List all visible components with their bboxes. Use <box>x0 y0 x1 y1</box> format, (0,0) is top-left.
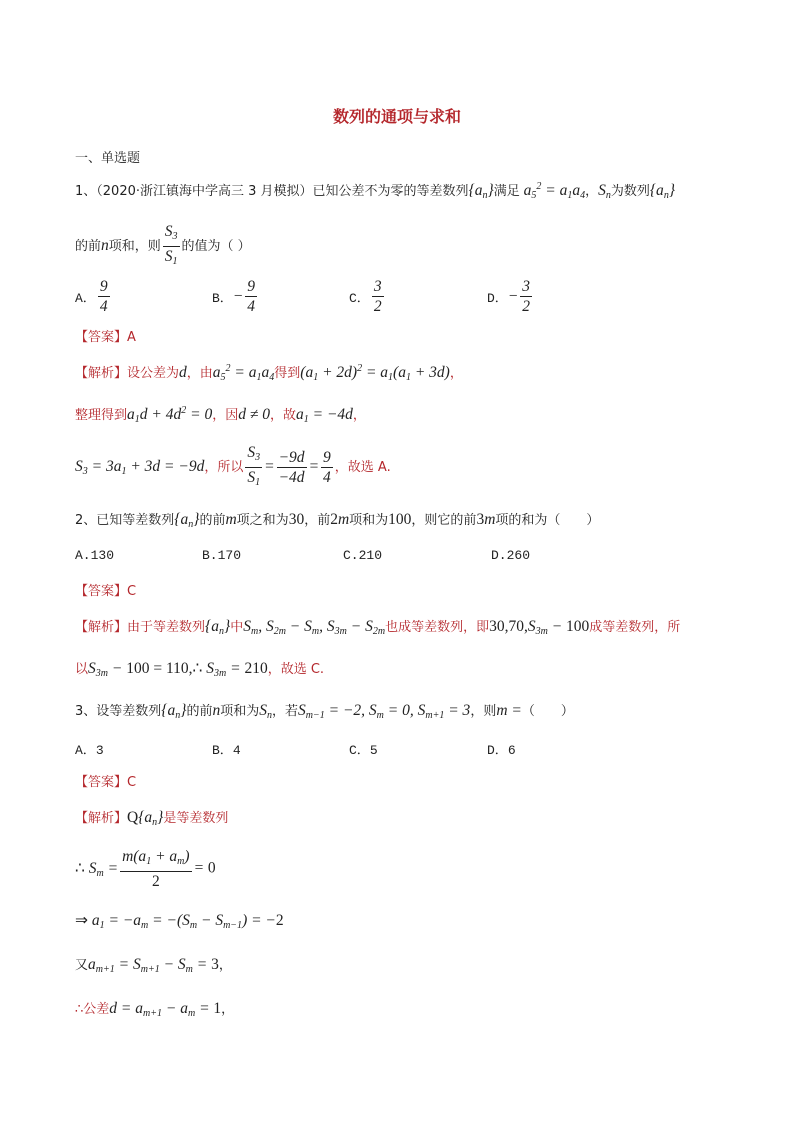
q1-answer: 【答案】A <box>75 330 136 345</box>
section-heading: 一、单选题 <box>75 151 141 166</box>
q3-option-a[interactable]: A．3 <box>75 743 104 758</box>
q1-stem-line1: 1、（2020·浙江镇海中学高三 3 月模拟）已知公差不为零的等差数列$\{a_n\}$满足 $a_5^2 = a_1a_4$，$S_n$为数列$\{a_n\}$ <box>75 181 676 201</box>
q1-solution-line1: 【解析】设公差为d，由$a_5^2 = a_1a_4$得到$(a_1 + 2d)^2 = a_1(a_1 + 3d)$， <box>75 363 463 383</box>
q1-option-d[interactable]: D．− $\frac{3}{2}$ <box>487 278 531 315</box>
q3-solution-line1: 【解析】$Q\{a_n\}$是等差数列 <box>75 809 229 828</box>
q3-solution-line3: ⇒ $a_1 = -a_m = -(S_m - S_{m-1}) = -2$ <box>75 912 284 931</box>
q1-seq-an: $\{a_n\}$ <box>468 182 494 201</box>
page-title: 数列的通项与求和 <box>332 107 461 126</box>
q2-solution-line2: 以$S_{3m} - 100$ = 110,∴ $S_{3m} = 210$，故选 C. <box>75 660 325 679</box>
q3-solution-line5: ∴公差$d = a_{m+1} - a_m = 1$， <box>75 1000 235 1019</box>
q1-option-c[interactable]: C． $\frac{3}{2}$ <box>349 278 382 315</box>
q2-option-c[interactable]: C.210 <box>343 548 383 563</box>
q3-option-b[interactable]: B．4 <box>212 743 241 758</box>
q1-fraction-s3-s1: $\frac{S_3}{S_1}$ <box>164 223 178 267</box>
q1-number: 1、 <box>75 184 97 199</box>
q2-number: 2、 <box>75 513 97 528</box>
q1-solution-line2: 整理得到$a_1d + 4d^2 = 0$，因d ≠ 0，故$a_1 = -4d$， <box>75 405 366 425</box>
q1-stem-line2: 的前n项和，则 $\frac{S_3}{S_1}$ 的值为（ ） <box>75 222 251 271</box>
q2-answer: 【答案】C <box>75 584 137 599</box>
q1-stem-text: 已知公差不为零的等差数列 <box>312 184 469 199</box>
q1-option-b[interactable]: B．− $\frac{9}{4}$ <box>212 278 256 315</box>
q3-stem: 3、设等差数列$\{a_n\}$的前n项和为$S_n$，若$S_{m-1} = -2$, $S_m = 0$, $S_{m+1} = 3$，则m =（ ） <box>75 702 574 721</box>
q1-option-a[interactable]: A． $\frac{9}{4}$ <box>75 278 108 315</box>
q3-option-c[interactable]: C．5 <box>349 743 378 758</box>
q2-option-a[interactable]: A.130 <box>75 548 115 563</box>
q3-answer: 【答案】C <box>75 775 137 790</box>
q1-source: （2020·浙江镇海中学高三 3 月模拟） <box>96 184 313 199</box>
q2-solution-line1: 【解析】由于等差数列$\{a_n\}$中$S_m$, $S_{2m} - S_m$, $S_{3m} - S_{2m}$也成等差数列，即$30,70,S_{3m} - 100$成等差数列，所 <box>75 618 681 637</box>
q2-stem: 2、已知等差数列$\{a_n\}$的前m项之和为30，前2m项和为100，则它的前3m项的和为（ ） <box>75 511 600 530</box>
q1-solution-line3: $S_3 = 3a_1 + 3d = -9d$，所以 $\frac{S_3}{S_1}$ = $\frac{-9d}{-4d}$ = $\frac{9}{4}$ ，故选 A. <box>75 444 391 488</box>
q3-solution-line4: 又$a_{m+1} = S_{m+1} - S_m = 3$， <box>75 956 232 975</box>
q3-number: 3、 <box>75 704 97 719</box>
q1-condition: $a_5^2 = a_1a_4$ <box>519 181 586 201</box>
q3-solution-line2: ∴ $S_m$ = $\frac{m(a_1 + a_m)}{2}$ = 0 <box>75 848 216 890</box>
q2-option-b[interactable]: B.170 <box>202 548 242 563</box>
q3-option-d[interactable]: D．6 <box>487 743 516 758</box>
q2-option-d[interactable]: D.260 <box>491 548 531 563</box>
